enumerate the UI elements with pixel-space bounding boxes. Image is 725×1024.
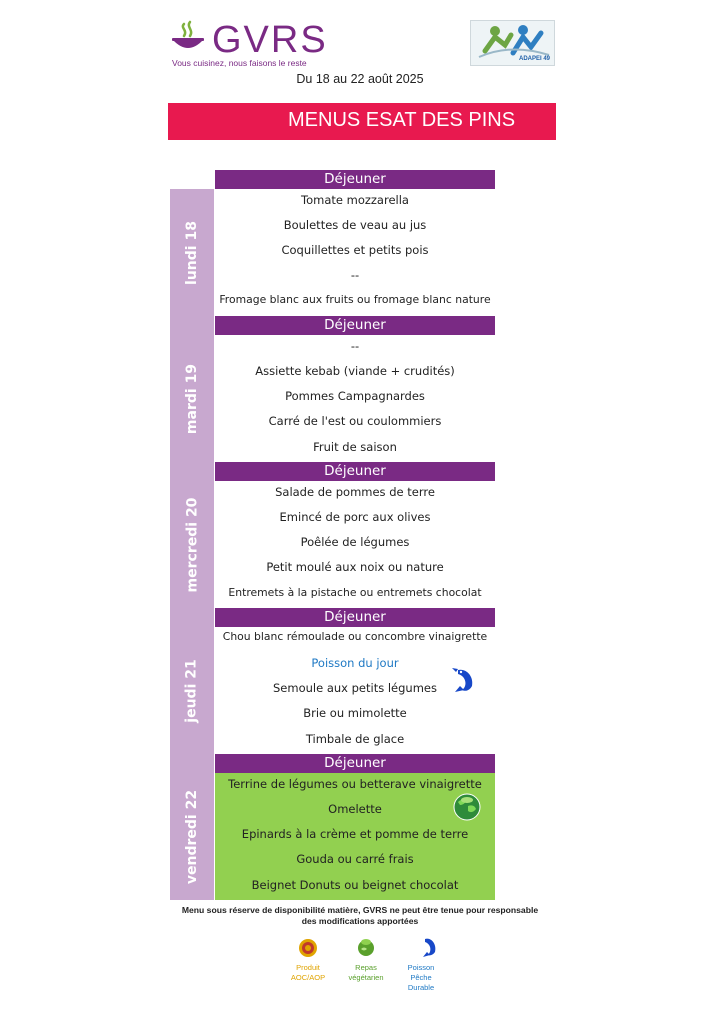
partner-name: ADAPEI 49 (518, 56, 550, 62)
meal-header-thursday: Déjeuner (215, 608, 495, 627)
day-label-friday: vendredi 22 (184, 789, 200, 884)
day-label-tuesday: mardi 19 (184, 363, 200, 434)
brand-name: GVRS (212, 19, 328, 61)
vegetarian-globe-icon (356, 936, 376, 958)
menu-item: Tomate mozzarella (301, 193, 409, 207)
menu-item: Semoule aux petits légumes (273, 681, 437, 695)
disclaimer-line-1: Menu sous réserve de disponibilité matière, GVRS ne peut être tenue pour responsable (181, 905, 539, 915)
menu-item: Salade de pommes de terre (275, 485, 435, 499)
sustainable-fish-icon (421, 936, 439, 958)
day-label-monday: lundi 18 (184, 220, 201, 285)
disclaimer (150, 905, 570, 927)
legend-fish: Poisson Pêche Durable (407, 963, 435, 992)
menu-item: Epinards à la crème et pomme de terre (241, 827, 469, 841)
brand-tagline: Vous cuisinez, nous faisons le reste (172, 58, 307, 68)
disclaimer-line-2: des modifications apportées (301, 916, 419, 926)
menu-item: Boulettes de veau au jus (283, 218, 427, 232)
sustainable-fish-icon (452, 666, 478, 694)
meal-header-wednesday: Déjeuner (215, 462, 495, 481)
meal-header-friday: Déjeuner (215, 754, 495, 773)
meal-header-monday: Déjeuner (215, 170, 495, 189)
day-label-thursday: jeudi 21 (184, 658, 200, 723)
date-range: Du 18 au 22 août 2025 (296, 72, 424, 86)
menu-item: -- (350, 339, 360, 353)
menu-item: Poêlée de légumes (300, 535, 410, 549)
menu-item: Brie ou mimolette (303, 706, 407, 720)
menu-item: Terrine de légumes ou betterave vinaigrette (228, 777, 482, 791)
menu-item: Emincé de porc aux olives (279, 510, 431, 524)
steam-bowl-icon (170, 20, 206, 56)
menu-item: Gouda ou carré frais (296, 852, 414, 866)
menu-item: Pommes Campagnardes (285, 389, 425, 403)
menu-item: Coquillettes et petits pois (281, 243, 429, 257)
gvrs-logo (170, 18, 345, 70)
menu-item: Carré de l'est ou coulommiers (268, 414, 442, 428)
aoc-seal-icon (298, 938, 318, 958)
title-banner (168, 103, 556, 140)
legend-aoc: Produit AOC/AOP (290, 963, 326, 982)
menu-item: Chou blanc rémoulade ou concombre vinaigrette (222, 630, 488, 643)
menu-item: Fruit de saison (313, 440, 397, 454)
menu-item: Fromage blanc aux fruits ou fromage blanc nature (219, 293, 491, 306)
menu-item: -- (350, 268, 360, 282)
menu-item: Petit moulé aux noix ou nature (266, 560, 444, 574)
vegetarian-globe-icon (452, 792, 482, 822)
menu-item: Timbale de glace (305, 732, 405, 746)
page-title: MENUS ESAT DES PINS (288, 109, 516, 131)
menu-item: Omelette (328, 802, 382, 816)
meal-header-tuesday: Déjeuner (215, 316, 495, 335)
menu-item-sustainable-fish: Poisson du jour (311, 656, 399, 670)
menu-item: Beignet Donuts ou beignet chocolat (251, 878, 459, 892)
adapei-logo (470, 20, 555, 66)
legend-vegetarian: Repas végétarien (348, 963, 384, 982)
day-label-wednesday: mercredi 20 (184, 497, 200, 592)
menu-item: Entremets à la pistache ou entremets chocolat (228, 586, 482, 599)
menu-item: Assiette kebab (viande + crudités) (255, 364, 455, 378)
